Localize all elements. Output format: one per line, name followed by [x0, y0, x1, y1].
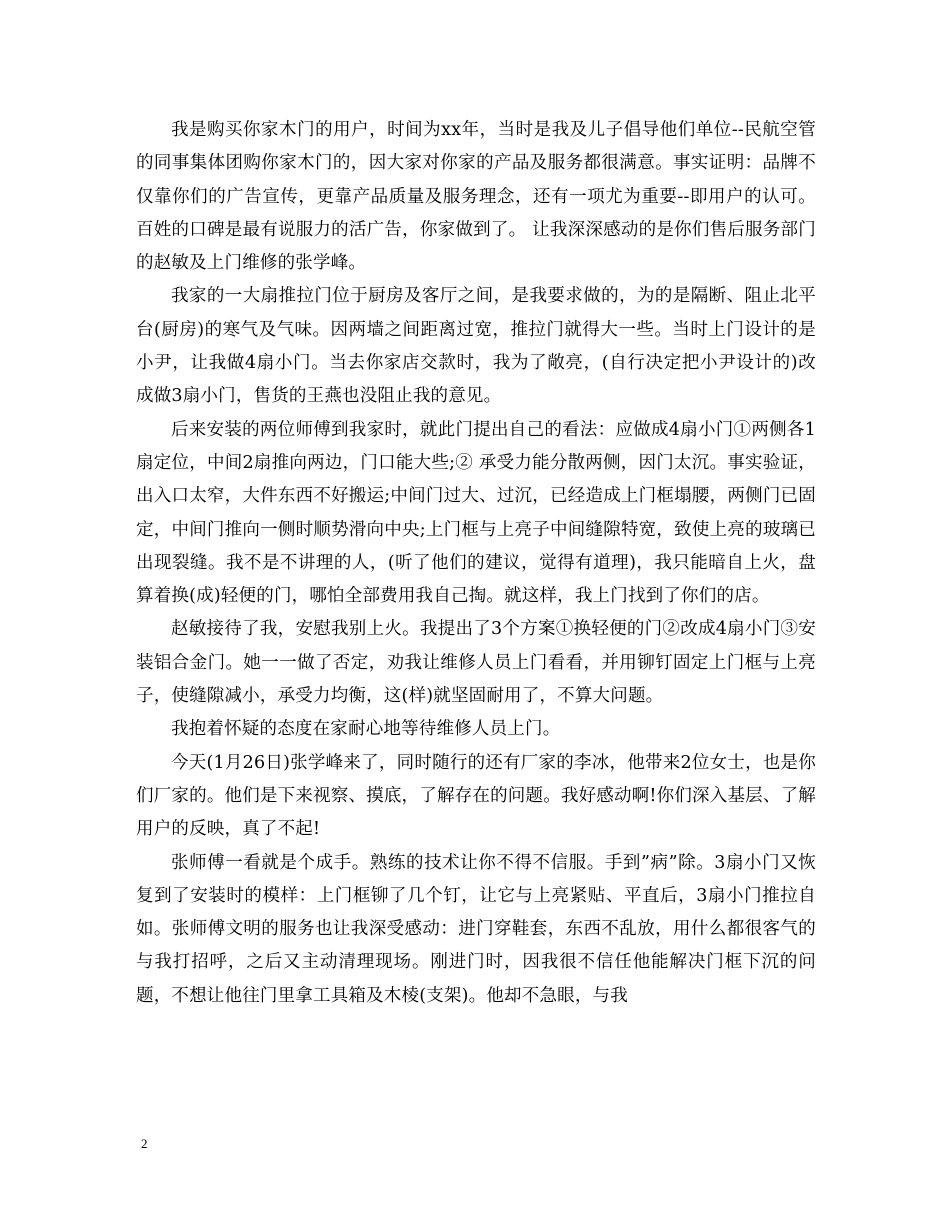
document-body [136, 114, 816, 1013]
paragraph-1: 我是购买你家木门的用户，时间为xx年，当时是我及儿子倡导他们单位--民航空管的同事集体团购你家木门的，因大家对你家的产品及服务都很满意。事实证明：品牌不仅靠你们的广告宣传，更靠产品质量及服务理念，还有一项尤为重要--即用户的认可。百姓的口碑是最有说服力的活广告，你家做到了。 让我深深感动的是你们售后服务部门的赵敏及上门维修的张学峰。 [136, 120, 816, 274]
paragraph-2: 我家的一大扇推拉门位于厨房及客厅之间，是我要求做的，为的是隔断、阻止北平台(厨房)的寒气及气味。因两墙之间距离过宽，推拉门就得大一些。当时上门设计的是小尹，让我做4扇小门。当去你家店交款时，我为了敞亮，(自行决定把小尹设计的)改成做3扇小门，售货的王燕也没阻止我的意见。 [136, 286, 816, 407]
page-number: 2 [141, 1136, 148, 1151]
paragraph-7: 张师傅一看就是个成手。熟练的技术让你不得不信服。手到”病”除。3扇小门又恢复到了安装时的模样：上门框铆了几个钉，让它与上亮紧贴、平直后，3扇小门推拉自如。张师傅文明的服务也让我深受感动：进门穿鞋套，东西不乱放，用什么都很客气的与我打招呼，之后又主动清理现场。刚进门时，因我很不信任他能解决门框下沉的问题，不想让他往门里拿工具箱及木棱(支架)。他却不急眼，与我 [136, 852, 816, 1006]
paragraph-4: 赵敏接待了我，安慰我别上火。我提出了3个方案①换轻便的门②改成4扇小门③安装铝合金门。她一一做了否定，劝我让维修人员上门看看，并用铆钉固定上门框与上亮子，使缝隙减小，承受力均衡，这(样)就坚固耐用了，不算大问题。 [136, 619, 816, 707]
paragraph-5: 我抱着怀疑的态度在家耐心地等待维修人员上门。 [171, 719, 561, 740]
paragraph-3: 后来安装的两位师傅到我家时，就此门提出自己的看法：应做成4扇小门①两侧各1扇定位，中间2扇推向两边，门口能大些;② 承受力能分散两侧，因门太沉。事实验证，出入口太窄，大件东西不好搬运;中间门过大、过沉，已经造成上门框塌腰，两侧门已固定，中间门推向一侧时顺势滑向中央;上门框与上亮子中间缝隙特宽，致使上亮的玻璃已出现裂缝。我不是不讲理的人，(听了他们的建议，觉得有道理)，我只能暗自上火，盘算着换(成)轻便的门，哪怕全部费用我自己掏。就这样，我上门找到了你们的店。 [136, 419, 816, 607]
paragraph-6: 今天(1月26日)张学峰来了，同时随行的还有厂家的李冰，他带来2位女士，也是你们厂家的。他们是下来视察、摸底，了解存在的问题。我好感动啊!你们深入基层、了解用户的反映，真了不起! [136, 752, 816, 840]
